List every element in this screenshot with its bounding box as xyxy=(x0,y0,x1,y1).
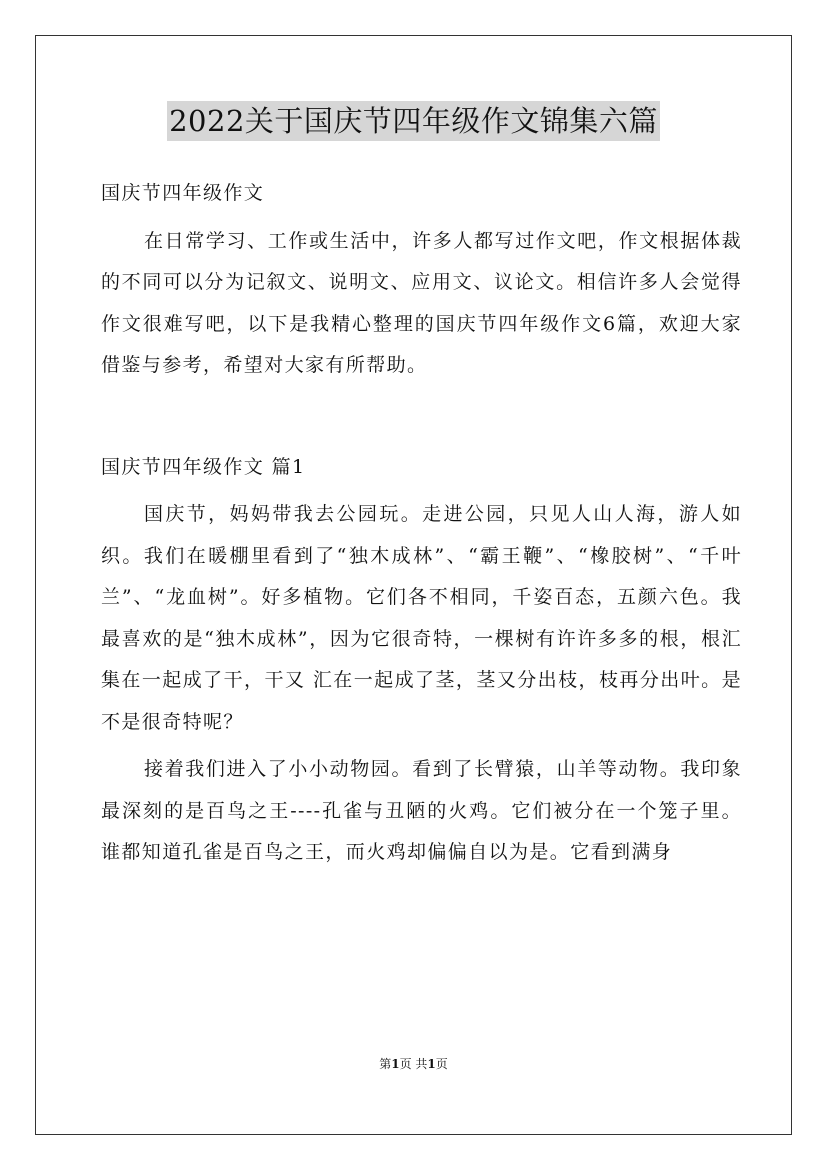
body-paragraph: 接着我们进入了小小动物园。看到了长臂猿，山羊等动物。我印象最深刻的是百鸟之王----孔雀与丑陋的火鸡。它们被分在一个笼子里。谁都知道孔雀是百鸟之王，而火鸡却偏偏自以为是。它看到满身 xyxy=(101,758,742,863)
document-body xyxy=(101,173,742,874)
page-total: 1 xyxy=(427,1057,436,1071)
page-label-suffix: 页 xyxy=(435,1057,448,1071)
intro-paragraph: 在日常学习、工作或生活中，许多人都写过作文吧，作文根据体裁的不同可以分为记叙文、说明文、应用文、议论文。相信许多人会觉得作文很难写吧，以下是我精心整理的国庆节四年级作文6篇，欢迎大家借鉴与参考，希望对大家有所帮助。 xyxy=(101,229,742,376)
body-paragraph: 国庆节，妈妈带我去公园玩。走进公园，只见人山人海，游人如织。我们在暖棚里看到了“独木成林”、“霸王鞭”、“橡胶树”、“千叶兰”、“龙血树”。好多植物。它们各不相同，千姿百态，五颜六色。我最喜欢的是“独木成林”，因为它很奇特，一棵树有许许多多的根，根汇集在一起成了干，干又 汇在一起成了茎，茎又分出枝，枝再分出叶。是不是很奇特呢？ xyxy=(101,503,742,733)
title-container xyxy=(0,101,827,141)
article-heading: 国庆节四年级作文 篇1 xyxy=(101,455,306,478)
page-label-prefix: 第 xyxy=(379,1057,392,1071)
page-current: 1 xyxy=(391,1057,400,1071)
section-heading: 国庆节四年级作文 xyxy=(101,182,265,204)
page-label-mid: 页 共 xyxy=(399,1057,428,1071)
document-title: 2022关于国庆节四年级作文锦集六篇 xyxy=(167,101,660,141)
page-footer xyxy=(0,1056,827,1072)
